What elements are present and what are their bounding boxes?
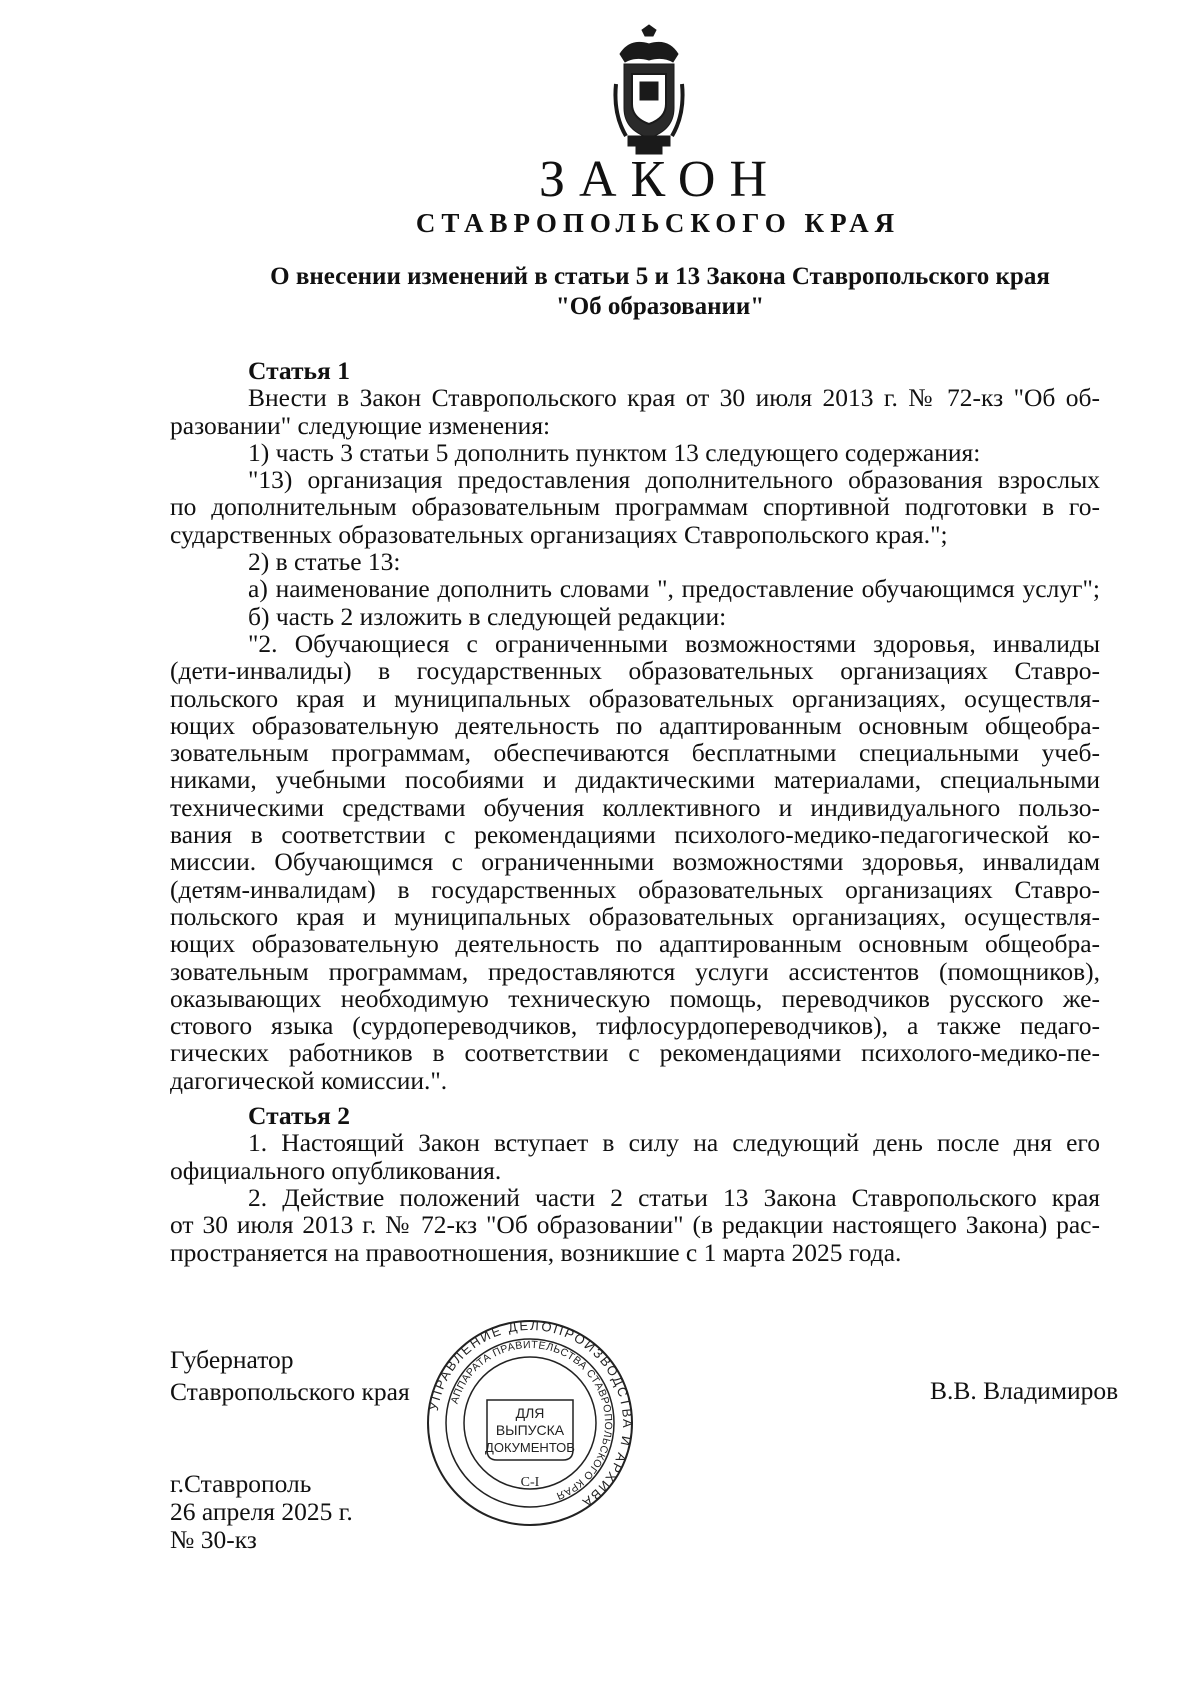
article-1-line: сударственных образовательных организациях Ставропольского края.";	[170, 519, 948, 549]
article-1-line: польского края и муниципальных образовательных организациях, осуществля-	[170, 683, 1100, 713]
official-stamp	[425, 1318, 635, 1528]
article-2-line: 1. Настоящий Закон вступает в силу на следующий день после дня его	[248, 1128, 1100, 1158]
article-2-line: пространяется на правоотношения, возникшие с 1 марта 2025 года.	[170, 1237, 902, 1267]
signatory-position-line: Губернатор	[170, 1345, 294, 1374]
article-1-line: б) часть 2 изложить в следующей редакции:	[248, 601, 727, 631]
article-1-line: зовательным программам, обеспечиваются бесплатными специальными учеб-	[170, 738, 1100, 768]
law-heading-line: "Об образовании"	[555, 293, 765, 320]
article-1-line: оказывающих необходимую техническую помощь, переводчиков русского же-	[170, 983, 1100, 1013]
article-2-line: 2. Действие положений части 2 статьи 13 Закона Ставропольского края	[248, 1182, 1100, 1212]
document-subtitle: СТАВРОПОЛЬСКОГО КРАЯ	[415, 208, 901, 238]
city: г.Ставрополь	[170, 1469, 312, 1498]
article-1-line: а) наименование дополнить словами ", предоставление обучающимся услуг";	[248, 574, 1100, 604]
article-2-line: официального опубликования.	[170, 1155, 502, 1185]
article-1-heading: Статья 1	[248, 356, 350, 385]
stamp-center-text: ДЛЯ	[515, 1405, 545, 1421]
article-1-line: зовательным программам, предоставляются услуги ассистентов (помощников),	[170, 956, 1100, 986]
coat-of-arms-icon	[612, 24, 686, 156]
article-1-line: никами, учебными пособиями и дидактическими материалами, специальными	[170, 765, 1100, 795]
article-1-line: по дополнительным образовательным программам спортивной подготовки в го-	[170, 492, 1100, 522]
article-1-line: техническими средствами обучения коллективного и индивидуального пользо-	[170, 792, 1100, 822]
signatory-position-line: Ставропольского края	[170, 1377, 410, 1406]
article-1-line: 1) часть 3 статьи 5 дополнить пунктом 13 следующего содержания:	[248, 437, 981, 467]
article-1-line: дагогической комиссии.".	[170, 1065, 448, 1095]
article-1-line: вания в соответствии с рекомендациями психолого-медико-педагогической ко-	[170, 820, 1100, 850]
article-2-heading: Статья 2	[248, 1101, 350, 1131]
law-heading	[200, 262, 1120, 322]
law-heading-line: О внесении изменений в статьи 5 и 13 Закона Ставропольского края	[270, 263, 1050, 290]
stamp-code: С-I	[520, 1475, 540, 1490]
article-1-line: "13) организация предоставления дополнительного образования взрослых	[248, 465, 1100, 495]
signatory-position	[170, 1344, 410, 1408]
stamp-outer-text: УПРАВЛЕНИЕ ДЕЛОПРОИЗВОДСТВА И АРХИВА	[425, 1318, 635, 1512]
signatory-name: В.В. Владимиров	[930, 1376, 1119, 1405]
article-1-line: ющих образовательную деятельность по адаптированным основным общеобра-	[170, 929, 1100, 959]
article-1-line: 2) в статье 13:	[248, 547, 401, 577]
signing-date: 26 апреля 2025 г.	[170, 1497, 353, 1526]
article-1-line: гических работников в соответствии с рекомендациями психолого-медико-пе-	[170, 1038, 1100, 1068]
article-1-line: Внести в Закон Ставропольского края от 30 июля 2013 г. № 72-кз "Об об-	[248, 383, 1100, 413]
article-1-line: (дети-инвалиды) в государственных образовательных организациях Ставро-	[170, 656, 1100, 686]
article-1-line: (детям-инвалидам) в государственных образовательных организациях Ставро-	[170, 874, 1100, 904]
article-1-line: "2. Обучающиеся с ограниченными возможностями здоровья, инвалиды	[248, 628, 1100, 658]
article-1-line: польского края и муниципальных образовательных организациях, осуществля-	[170, 901, 1100, 931]
document-title: ЗАКОН	[538, 151, 782, 208]
stamp-center-text: ДОКУМЕНТОВ	[485, 1440, 575, 1455]
law-number: № 30-кз	[170, 1525, 257, 1554]
stamp-center-text: ВЫПУСКА	[495, 1422, 565, 1438]
place-date-block	[170, 1470, 353, 1554]
law-body	[170, 357, 1100, 1266]
article-1-line: миссии. Обучающимся с ограниченными возможностями здоровья, инвалидам	[170, 847, 1100, 877]
article-1-line: разовании" следующие изменения:	[170, 410, 551, 440]
article-1-line: стового языка (сурдопереводчиков, тифлосурдопереводчиков), а также педаго-	[170, 1011, 1100, 1041]
article-1-line: ющих образовательную деятельность по адаптированным основным общеобра-	[170, 710, 1100, 740]
stamp-inner-text: АППАРАТА ПРАВИТЕЛЬСТВА СТАВРОПОЛЬСКОГО КРАЯ	[448, 1338, 615, 1502]
article-2-line: от 30 июля 2013 г. № 72-кз "Об образовании" (в редакции настоящего Закона) рас-	[170, 1210, 1100, 1240]
